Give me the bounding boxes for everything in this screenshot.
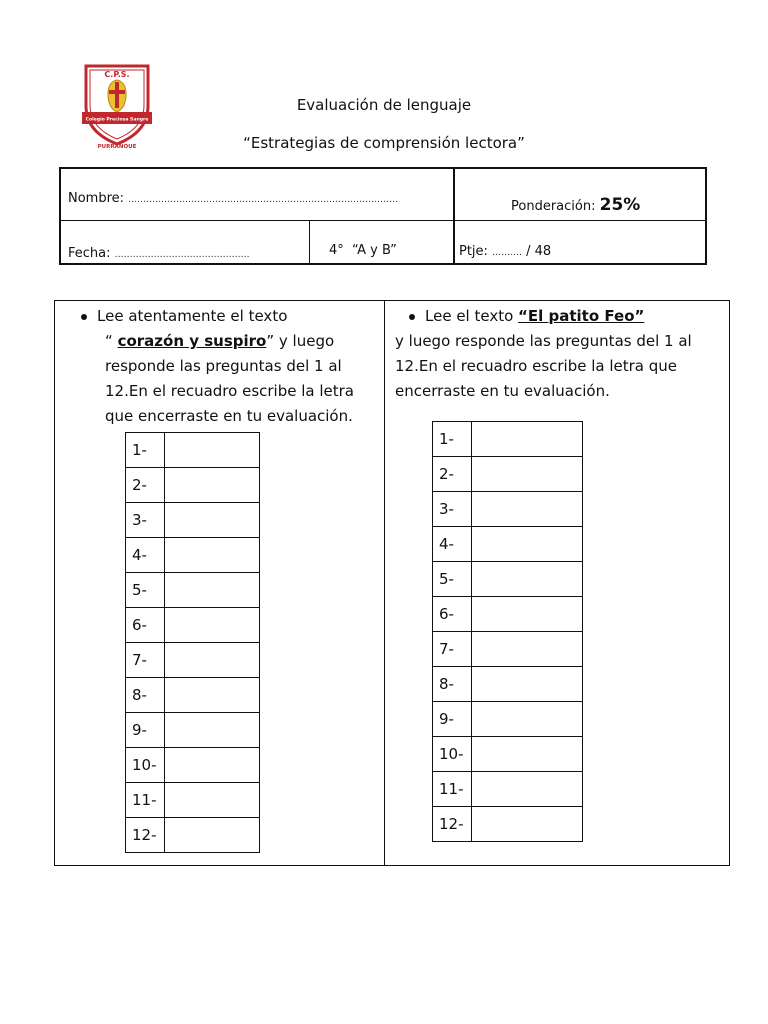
- answer-row: [126, 468, 260, 503]
- answer-row: [433, 807, 583, 842]
- question-number: 12-: [126, 818, 165, 853]
- fecha-field[interactable]: [68, 246, 250, 261]
- answer-row: [126, 783, 260, 818]
- ponderacion-label: Ponderación:: [511, 199, 596, 214]
- answer-row: [126, 608, 260, 643]
- question-number: 1-: [126, 433, 165, 468]
- answer-box[interactable]: [472, 737, 583, 772]
- question-number: 2-: [126, 468, 165, 503]
- right-line1-prefix: Lee el texto: [425, 307, 519, 325]
- answer-box[interactable]: [472, 667, 583, 702]
- answer-box[interactable]: [165, 713, 260, 748]
- answer-box[interactable]: [472, 422, 583, 457]
- nombre-label: Nombre:: [68, 191, 125, 206]
- question-number: 1-: [433, 422, 472, 457]
- fecha-label: Fecha:: [68, 246, 111, 261]
- answer-row: [433, 562, 583, 597]
- answer-row: [433, 422, 583, 457]
- answer-box[interactable]: [165, 608, 260, 643]
- answer-box[interactable]: [472, 772, 583, 807]
- ponderacion-value: 25%: [599, 195, 641, 215]
- answer-box[interactable]: [165, 503, 260, 538]
- left-answer-table: [125, 432, 260, 853]
- right-instructions: [395, 304, 692, 404]
- right-text-title: “El patito Feo”: [518, 307, 645, 325]
- ptje-field[interactable]: [459, 244, 551, 259]
- left-line5: que encerraste en tu evaluación.: [105, 407, 353, 425]
- question-number: 5-: [126, 573, 165, 608]
- logo-bottom-text: PURRANQUE: [97, 144, 137, 148]
- bullet-icon: [81, 314, 87, 320]
- answer-box[interactable]: [472, 702, 583, 737]
- question-number: 6-: [433, 597, 472, 632]
- answer-box[interactable]: [165, 783, 260, 818]
- answer-box[interactable]: [165, 748, 260, 783]
- answer-row: [433, 597, 583, 632]
- answer-row: [126, 573, 260, 608]
- ptje-dots: ……….: [492, 248, 522, 258]
- question-number: 9-: [126, 713, 165, 748]
- right-line2: y luego responde las preguntas del 1 al: [395, 332, 692, 350]
- answer-row: [433, 702, 583, 737]
- left-after-title: y luego: [274, 332, 335, 350]
- student-info-table: [59, 167, 707, 265]
- answer-box[interactable]: [472, 457, 583, 492]
- answer-box[interactable]: [165, 573, 260, 608]
- answer-box[interactable]: [472, 527, 583, 562]
- right-answer-table: [432, 421, 583, 842]
- left-text-title: corazón y suspiro: [117, 332, 267, 350]
- question-number: 7-: [126, 643, 165, 678]
- answer-row: [433, 667, 583, 702]
- question-number: 3-: [126, 503, 165, 538]
- answer-box[interactable]: [472, 562, 583, 597]
- answer-row: [433, 632, 583, 667]
- question-number: 11-: [433, 772, 472, 807]
- answer-row: [126, 538, 260, 573]
- answer-row: [433, 737, 583, 772]
- answer-box[interactable]: [472, 492, 583, 527]
- left-quote-open: “: [105, 332, 113, 350]
- answer-box[interactable]: [165, 818, 260, 853]
- right-line4: encerraste en tu evaluación.: [395, 382, 610, 400]
- answer-row: [126, 818, 260, 853]
- fecha-dots: ………………………………………: [114, 250, 250, 260]
- question-number: 4-: [126, 538, 165, 573]
- left-instructions: [81, 304, 354, 429]
- right-line3: 12.En el recuadro escribe la letra que: [395, 357, 678, 375]
- left-line4: 12.En el recuadro escribe la letra: [105, 382, 354, 400]
- answer-box[interactable]: [165, 433, 260, 468]
- answer-box[interactable]: [472, 597, 583, 632]
- logo-band-text: Colegio Preciosa Sangre: [85, 117, 149, 123]
- answer-row: [126, 643, 260, 678]
- nombre-field[interactable]: [68, 191, 398, 206]
- left-line3: responde las preguntas del 1 al: [105, 357, 342, 375]
- question-number: 2-: [433, 457, 472, 492]
- ptje-total: / 48: [526, 244, 552, 259]
- question-number: 3-: [433, 492, 472, 527]
- answer-box[interactable]: [165, 678, 260, 713]
- question-number: 9-: [433, 702, 472, 737]
- question-number: 8-: [126, 678, 165, 713]
- answer-row: [126, 678, 260, 713]
- page-title: Evaluación de lenguaje: [296, 96, 472, 114]
- question-number: 10-: [126, 748, 165, 783]
- answer-section: [54, 300, 730, 866]
- answer-row: [126, 503, 260, 538]
- answer-row: [126, 713, 260, 748]
- answer-row: [433, 492, 583, 527]
- answer-row: [126, 433, 260, 468]
- question-number: 4-: [433, 527, 472, 562]
- question-number: 6-: [126, 608, 165, 643]
- page-subtitle: “Estrategias de comprensión lectora”: [243, 134, 525, 152]
- left-line1: Lee atentamente el texto: [97, 307, 288, 325]
- ponderacion: [511, 195, 640, 215]
- answer-box[interactable]: [472, 632, 583, 667]
- question-number: 12-: [433, 807, 472, 842]
- answer-box[interactable]: [472, 807, 583, 842]
- ptje-label: Ptje:: [459, 244, 488, 259]
- answer-box[interactable]: [165, 468, 260, 503]
- curso: 4° “A y B”: [329, 243, 397, 258]
- left-quote-close: ”: [266, 332, 275, 350]
- bullet-icon: [409, 314, 415, 320]
- answer-box[interactable]: [165, 643, 260, 678]
- logo-top-text: C.P.S.: [104, 70, 130, 79]
- question-number: 11-: [126, 783, 165, 818]
- answer-row: [433, 457, 583, 492]
- answer-box[interactable]: [165, 538, 260, 573]
- answer-row: [126, 748, 260, 783]
- question-number: 5-: [433, 562, 472, 597]
- question-number: 10-: [433, 737, 472, 772]
- answer-row: [433, 772, 583, 807]
- nombre-dots: ………………………………………………………………………………: [128, 195, 399, 205]
- question-number: 8-: [433, 667, 472, 702]
- question-number: 7-: [433, 632, 472, 667]
- answer-row: [433, 527, 583, 562]
